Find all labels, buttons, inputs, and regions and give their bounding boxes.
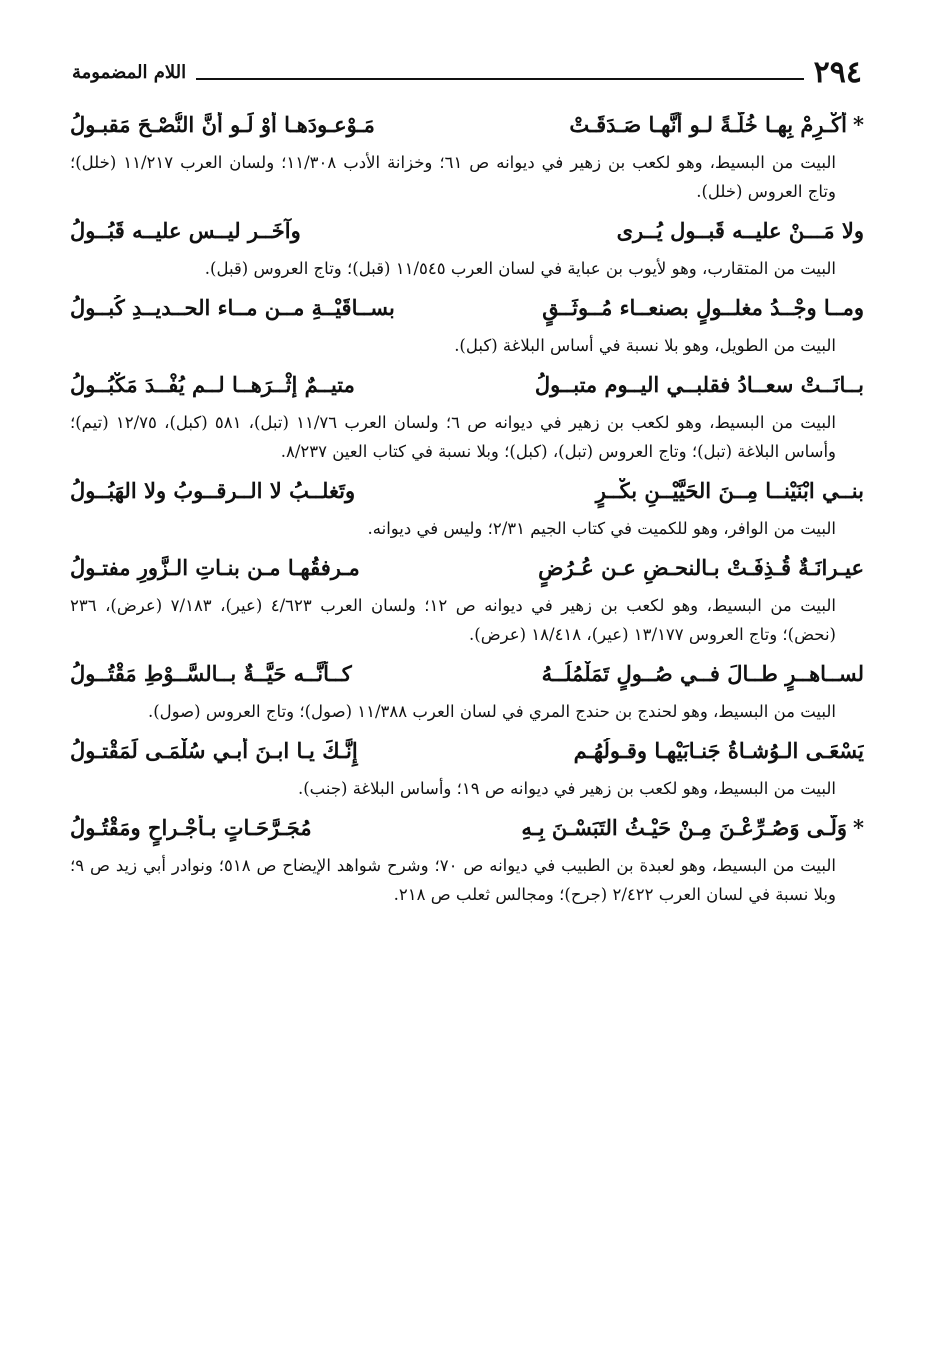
- first-hemistich: لســاهــرٍ طــالَ فــي صُــولٍ تَمَلْمُلُــهُ: [541, 661, 864, 686]
- first-hemistich: [569, 112, 864, 137]
- first-hemistich: بنــي ابْنَيْنــا مِــنَ الحَيَّيْــنِ بكْــرٍ: [595, 478, 864, 503]
- second-hemistich: متيــمٌ إثْــرَهــا لــم يُفْــدَ مَكْبُــولُ: [70, 372, 355, 397]
- verse-entry: [70, 478, 864, 543]
- verse-line: [70, 555, 864, 589]
- verse-line: [70, 478, 864, 512]
- second-hemistich: وتَغلــبُ لا الــرقــوبُ ولا الهَبُــولُ: [70, 478, 356, 503]
- verse-entry: [70, 112, 864, 206]
- first-hemistich: [521, 815, 864, 840]
- second-hemistich: مَـوْعـودَهـا أَوْ لَـو أَنَّ النُّصْـحَ مَقبـولُ: [70, 112, 375, 137]
- verse-note: البيت من البسيط، وهو لعبدة بن الطبيب في ديوانه ص ٧٠؛ وشرح شواهد الإيضاح ص ٥١٨؛ ونوادر أبي زيد ص ٩؛ وبلا نسبة في لسان العرب ٢/٤٢٢ (جرح)؛ ومجالس ثعلب ص ٢١٨.: [70, 856, 836, 904]
- verse-note: البيت من الوافر، وهو للكميت في كتاب الجيم ٢/٣١؛ وليس في ديوانه.: [367, 519, 836, 538]
- running-title: اللام المضمومة: [72, 61, 187, 83]
- page-header: [72, 52, 862, 92]
- page-number: ٢٩٤: [813, 54, 862, 90]
- verse-line: [70, 112, 864, 146]
- second-hemistich: كــأَنَّــه حَيَّــةٌ بــالسَّــوْطِ مَقْتُــولُ: [70, 661, 352, 686]
- verse-entry: [70, 295, 864, 360]
- second-hemistich: وآخَــر ليــس عليــه قَبُــولُ: [70, 218, 301, 243]
- verse-entry: [70, 555, 864, 649]
- verse-note: البيت من المتقارب، وهو لأيوب بن عباية في لسان العرب ١١/٥٤٥ (قبل)؛ وتاج العروس (قبل).: [204, 259, 836, 278]
- verse-note: البيت من الطويل، وهو بلا نسبة في أساس البلاغة (كبل).: [454, 336, 836, 355]
- verse-entry: [70, 218, 864, 283]
- asterisk-marker: *: [853, 815, 864, 840]
- verse-line: [70, 738, 864, 772]
- verse-note: البيت من البسيط، وهو لكعب بن زهير في ديوانه ص ٦؛ ولسان العرب ١١/٧٦ (تبل)، ٥٨١ (كبل)، ١٢/٧٥ (تيم)؛ وأساس البلاغة (تبل)؛ وتاج العروس (تبل)، (كبل)؛ وبلا نسبة في كتاب العين ٨/٢٣٧.: [70, 413, 836, 461]
- verse-note: البيت من البسيط، وهو لحندج بن حندج المري في لسان العرب ١١/٣٨٨ (صول)؛ وتاج العروس (صول).: [147, 702, 836, 721]
- first-hemistich: يَسْعَـى الـوُشـاةُ جَنـابَيْهـا وقـولُهُـم: [573, 738, 864, 763]
- second-hemistich: مُجَـرَّحَـاتٍ بـأَجْـراحٍ ومَقْتُـولُ: [70, 815, 312, 840]
- second-hemistich: مـرفقُهـا مـن بنـاتِ الـزَّورِ مفتـولُ: [70, 555, 360, 580]
- verse-note: البيت من البسيط، وهو لكعب بن زهير في ديوانه ص ١٩؛ وأساس البلاغة (جنب).: [297, 779, 836, 798]
- first-hemistich: عيـرانَـةٌ قُـذِفَـتْ بـالنحـضِ عـن عُـرُضٍ: [538, 555, 864, 580]
- first-hemistich: ومــا وجْــدُ مغلــولٍ بصنعــاء مُــوثَــقٍ: [542, 295, 864, 320]
- first-hemistich-text: أَكْـرِمْ بِهـا خُلَّـةً لـو أَنَّهـا صَـدَقَـتْ: [569, 112, 848, 137]
- header-rule: [196, 78, 804, 80]
- verse-line: [70, 295, 864, 329]
- second-hemistich: إِنَّـكَ يـا ابـنَ أَبـي سُلْمَـى لَمَقْتـولُ: [70, 738, 358, 763]
- verse-line: [70, 372, 864, 406]
- verse-note: البيت من البسيط، وهو لكعب بن زهير في ديوانه ص ٦١؛ وخزانة الأدب ١١/٣٠٨؛ ولسان العرب ١١/٢١٧ (خلل)؛ وتاج العروس (خلل).: [70, 153, 836, 201]
- verse-entry: [70, 738, 864, 803]
- second-hemistich: بســاقَيْــةِ مــن مــاء الحــديــدِ كُبــولُ: [70, 295, 395, 320]
- verse-entry: [70, 661, 864, 726]
- verse-line: [70, 661, 864, 695]
- verse-line: [70, 218, 864, 252]
- verse-note: البيت من البسيط، وهو لكعب بن زهير في ديوانه ص ١٢؛ ولسان العرب ٤/٦٢٣ (عير)، ٧/١٨٣ (عرض)، ٢٣٦ (نحض)؛ وتاج العروس ١٣/١٧٧ (عير)، ١٨/٤١٨ (عرض).: [70, 596, 836, 644]
- first-hemistich: بــانَــتْ سعــادُ فقلبــي اليــوم متبــولُ: [534, 372, 864, 397]
- verse-line: [70, 815, 864, 849]
- page-content: [70, 100, 864, 909]
- asterisk-marker: *: [853, 112, 864, 137]
- verse-entry: [70, 815, 864, 909]
- first-hemistich-text: وَلّـى وَصُـرِّعْـنَ مِـنْ حَيْـثُ التَبَسْـنَ بِـهِ: [521, 815, 848, 840]
- verse-entry: [70, 372, 864, 466]
- first-hemistich: ولا مَـــنْ عليــه قَبــول يُــرى: [616, 218, 864, 243]
